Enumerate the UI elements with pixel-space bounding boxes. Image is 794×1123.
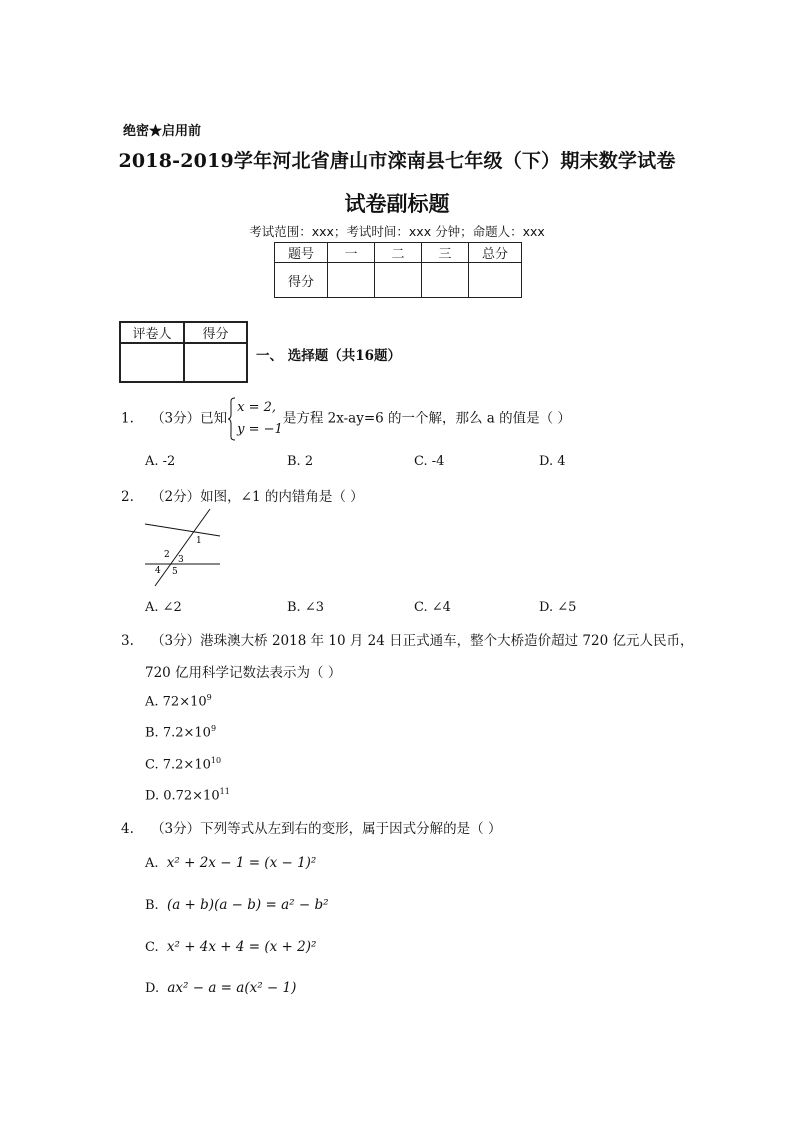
angle-figure [140, 506, 222, 588]
option-c [145, 756, 221, 772]
system-equation: x = 2, [237, 400, 277, 415]
option-d: D. ∠5 [539, 600, 577, 615]
option-exponent: 11 [219, 787, 230, 796]
option-b [145, 724, 216, 740]
question-text: 是方程 2x-ay=6 的一个解，那么 a 的值是（ ） [282, 410, 571, 427]
question-number: 3. [121, 633, 134, 649]
option-label: D. 0.72×10 [145, 788, 220, 804]
question-text: 如图，∠1 的内错角是（ ） [200, 489, 364, 505]
equation-system [227, 397, 283, 441]
option-expression: x² + 2x − 1 = (x − 1)² [166, 855, 317, 871]
score-table-header: 二 [375, 243, 422, 263]
option-label: A. 72×10 [145, 694, 207, 710]
question-4 [121, 817, 501, 837]
score-table-header: 三 [422, 243, 469, 263]
option-letter: A. [145, 856, 159, 871]
option-exponent: 9 [210, 724, 217, 733]
score-table-header: 总分 [469, 243, 522, 263]
score-cell [422, 263, 469, 298]
question-text: 港珠澳大桥 2018 年 10 月 24 日正式通车，整个大桥造价超过 720 亿元人民币， [200, 633, 694, 649]
angle-label-5: 5 [172, 567, 178, 577]
score-cell [469, 263, 522, 298]
option-exponent: 9 [206, 693, 212, 702]
grader-header: 评卷人 [120, 322, 184, 343]
question-number: 4. [121, 821, 134, 837]
option-letter: D. [145, 981, 160, 996]
score-cell [328, 263, 375, 298]
section-title: 一、 选择题（共16题） [256, 348, 401, 364]
question-number: 1. [121, 410, 134, 427]
option-label: B. 7.2×10 [145, 725, 211, 741]
option-label: C. 7.2×10 [145, 757, 211, 773]
question-2 [121, 485, 364, 505]
option-b: B. ∠3 [287, 600, 324, 615]
transversal-line [155, 509, 210, 586]
score-row-label: 得分 [275, 263, 328, 298]
exam-info: 考试范围：xxx；考试时间：xxx 分钟；命题人：xxx [249, 224, 545, 239]
question-1 [121, 397, 571, 441]
option-a: A. -2 [145, 454, 176, 469]
option-letter: B. [145, 898, 159, 913]
angle-label-3: 3 [178, 555, 184, 565]
option-b: B. 2 [287, 454, 314, 469]
option-expression: (a + b)(a − b) = a² − b² [166, 897, 329, 913]
question-score: （3分） [151, 633, 201, 649]
grader-header: 得分 [184, 322, 247, 343]
line-top [145, 524, 220, 536]
question-score: （3分） [151, 821, 201, 837]
option-a: A. ∠2 [145, 600, 182, 615]
question-text-line2: 720 亿用科学记数法表示为（ ） [145, 665, 342, 681]
angle-label-4: 4 [155, 566, 161, 576]
question-3 [121, 629, 693, 649]
option-c: C. ∠4 [414, 600, 451, 615]
question-score: （2分） [151, 489, 201, 505]
option-d [145, 980, 296, 996]
option-c: C. -4 [414, 454, 445, 469]
left-brace-icon [227, 397, 236, 441]
angle-label-1: 1 [196, 536, 202, 546]
confidential-mark: 绝密★启用前 [123, 124, 202, 139]
option-exponent: 10 [210, 756, 222, 765]
angle-label-2: 2 [164, 550, 170, 560]
option-b [145, 897, 329, 913]
grader-cell [184, 343, 247, 382]
score-table-header: 一 [328, 243, 375, 263]
option-expression: ax² − a = a(x² − 1) [167, 980, 297, 996]
exam-subtitle: 试卷副标题 [344, 191, 450, 216]
option-d: D. 4 [539, 454, 566, 469]
score-table [274, 242, 522, 298]
question-score: （3分） [151, 410, 201, 427]
option-a [145, 693, 212, 709]
grader-cell [120, 343, 184, 382]
system-equation: y = −1 [237, 422, 283, 437]
option-d [145, 787, 230, 803]
option-c [145, 939, 316, 955]
score-table-header: 题号 [275, 243, 328, 263]
question-text: 下列等式从左到右的变形，属于因式分解的是（ ） [200, 821, 502, 837]
option-letter: C. [145, 940, 159, 955]
option-expression: x² + 4x + 4 = (x + 2)² [166, 939, 317, 955]
score-cell [375, 263, 422, 298]
option-a [145, 855, 316, 871]
question-number: 2. [121, 489, 134, 505]
grader-table [119, 321, 248, 383]
question-text: 已知 [200, 410, 228, 427]
exam-title: 2018-2019学年河北省唐山市滦南县七年级（下）期末数学试卷 [118, 150, 676, 172]
